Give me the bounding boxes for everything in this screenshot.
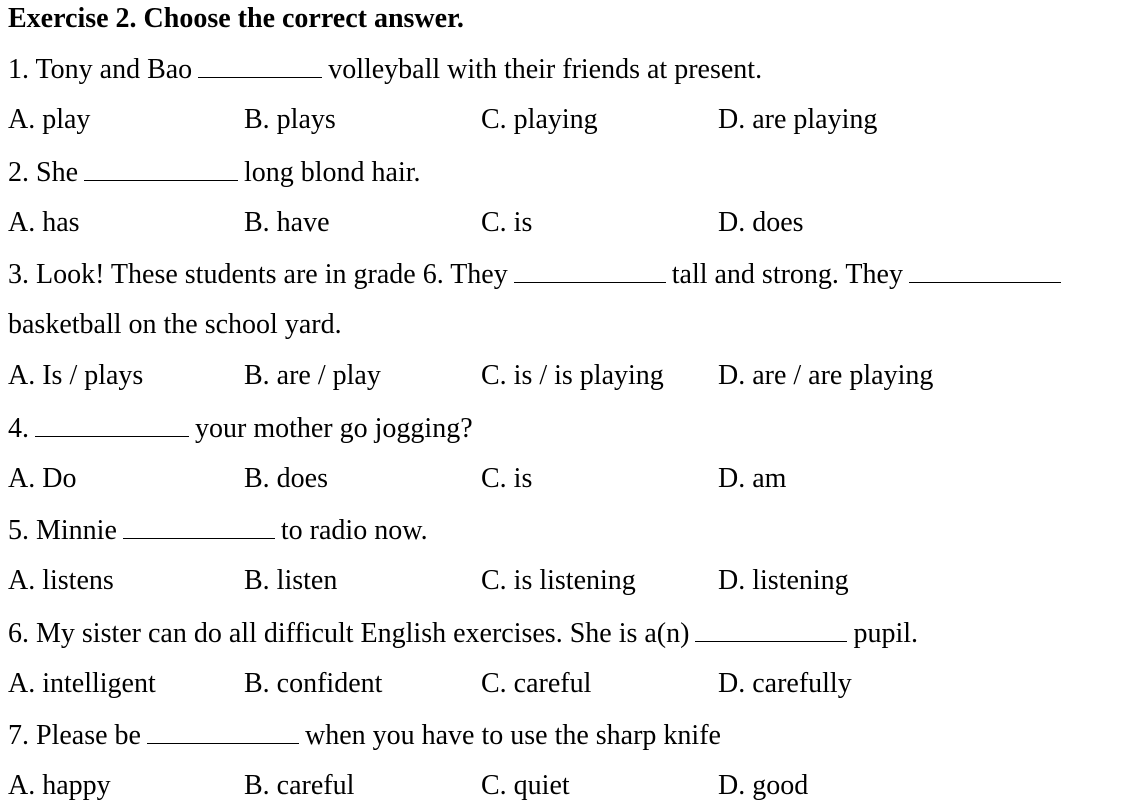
question-5-text-start: 5. Minnie xyxy=(8,515,117,546)
question-7-stem xyxy=(8,719,721,752)
question-6-text-start: 6. My sister can do all difficult English exercises. She is a(n) xyxy=(8,618,690,649)
question-1-blank[interactable] xyxy=(198,53,322,78)
question-3-option-c[interactable]: C. is / is playing xyxy=(481,360,664,391)
question-1-stem xyxy=(8,53,762,86)
question-7-option-c[interactable]: C. quiet xyxy=(481,770,570,801)
question-7-option-b[interactable]: B. careful xyxy=(244,770,355,801)
question-6-option-c[interactable]: C. careful xyxy=(481,668,592,699)
question-1-text-end: volleyball with their friends at present. xyxy=(328,54,763,85)
question-6-text-end: pupil. xyxy=(853,618,919,649)
question-7-option-d[interactable]: D. good xyxy=(718,770,809,801)
question-3-blank-1[interactable] xyxy=(514,258,666,283)
exercise-title: Exercise 2. Choose the correct answer. xyxy=(8,3,464,34)
question-2-stem xyxy=(8,156,421,189)
question-5-option-d[interactable]: D. listening xyxy=(718,565,849,596)
question-3-text-start: 3. Look! These students are in grade 6. They xyxy=(8,259,508,290)
question-3-continuation: basketball on the school yard. xyxy=(8,309,342,340)
question-1-option-c[interactable]: C. playing xyxy=(481,104,598,135)
question-3-blank-2[interactable] xyxy=(909,258,1061,283)
question-2-blank[interactable] xyxy=(84,156,238,181)
question-1-text-start: 1. Tony and Bao xyxy=(8,54,193,85)
question-5-stem xyxy=(8,514,428,547)
question-2-option-c[interactable]: C. is xyxy=(481,207,533,238)
question-7-text-end: when you have to use the sharp knife xyxy=(304,720,721,751)
question-2-option-a[interactable]: A. has xyxy=(8,207,80,238)
question-6-option-d[interactable]: D. carefully xyxy=(718,668,852,699)
question-2-text-end: long blond hair. xyxy=(244,157,421,188)
question-1-option-b[interactable]: B. plays xyxy=(244,104,336,135)
question-3-option-d[interactable]: D. are / are playing xyxy=(718,360,934,391)
question-5-blank[interactable] xyxy=(123,514,275,539)
question-1-option-a[interactable]: A. play xyxy=(8,104,91,135)
question-7-blank[interactable] xyxy=(147,719,299,744)
question-5-text-end: to radio now. xyxy=(280,515,428,546)
question-2-text-start: 2. She xyxy=(8,157,78,188)
question-6-option-a[interactable]: A. intelligent xyxy=(8,668,156,699)
question-1-option-d[interactable]: D. are playing xyxy=(718,104,878,135)
question-3-option-a[interactable]: A. Is / plays xyxy=(8,360,144,391)
question-4-text-start: 4. xyxy=(8,413,29,444)
question-4-option-b[interactable]: B. does xyxy=(244,463,328,494)
question-6-blank[interactable] xyxy=(695,617,847,642)
question-3-text-middle: tall and strong. They xyxy=(671,259,903,290)
question-2-option-d[interactable]: D. does xyxy=(718,207,804,238)
question-5-option-a[interactable]: A. listens xyxy=(8,565,114,596)
question-4-text-end: your mother go jogging? xyxy=(195,413,473,444)
question-4-option-d[interactable]: D. am xyxy=(718,463,787,494)
question-7-text-start: 7. Please be xyxy=(8,720,141,751)
question-2-option-b[interactable]: B. have xyxy=(244,207,330,238)
question-6-stem xyxy=(8,617,918,650)
question-4-stem xyxy=(8,412,473,445)
question-7-option-a[interactable]: A. happy xyxy=(8,770,111,801)
question-4-blank[interactable] xyxy=(35,412,189,437)
question-6-option-b[interactable]: B. confident xyxy=(244,668,383,699)
question-4-option-c[interactable]: C. is xyxy=(481,463,533,494)
question-5-option-b[interactable]: B. listen xyxy=(244,565,338,596)
question-5-option-c[interactable]: C. is listening xyxy=(481,565,636,596)
question-4-option-a[interactable]: A. Do xyxy=(8,463,77,494)
question-3-stem xyxy=(8,258,1067,291)
question-3-option-b[interactable]: B. are / play xyxy=(244,360,381,391)
